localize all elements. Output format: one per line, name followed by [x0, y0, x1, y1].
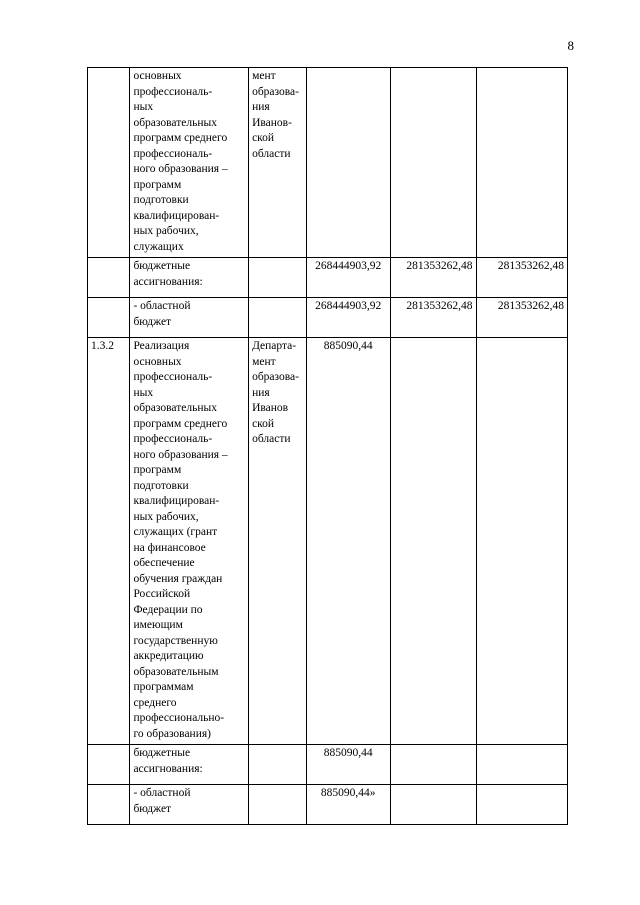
- executor: Департа- мент образова- ния Иванов ской области: [249, 338, 307, 745]
- value-year-2: 281353262,48: [390, 298, 476, 338]
- executor: [249, 298, 307, 338]
- row-number: [88, 298, 130, 338]
- value-year-2: [390, 745, 476, 785]
- executor: [249, 785, 307, 825]
- table-row: [88, 258, 568, 298]
- program-financing-table: [87, 67, 568, 825]
- value-year-3: 281353262,48: [476, 258, 567, 298]
- executor: [249, 745, 307, 785]
- value-year-1: [306, 68, 390, 258]
- value-year-2: [390, 68, 476, 258]
- table-row: [88, 338, 568, 745]
- value-year-1: 885090,44: [306, 338, 390, 745]
- measure-name: бюджетные ассигнования:: [130, 258, 249, 298]
- measure-name: - областной бюджет: [130, 298, 249, 338]
- row-number: [88, 68, 130, 258]
- value-year-1: 268444903,92: [306, 258, 390, 298]
- value-year-3: [476, 745, 567, 785]
- row-number: [88, 258, 130, 298]
- table-row: [88, 68, 568, 258]
- value-year-2: 281353262,48: [390, 258, 476, 298]
- value-year-3: 281353262,48: [476, 298, 567, 338]
- executor: [249, 258, 307, 298]
- measure-name: основных профессиональ- ных образовательных программ среднего профессиональ- ного образования – программ подготовки квалифицирован- ных рабочих, служащих: [130, 68, 249, 258]
- value-year-3: [476, 68, 567, 258]
- measure-name: бюджетные ассигнования:: [130, 745, 249, 785]
- table-row: [88, 298, 568, 338]
- value-year-3: [476, 785, 567, 825]
- row-number: 1.3.2: [88, 338, 130, 745]
- value-year-1: 885090,44: [306, 745, 390, 785]
- measure-name: - областной бюджет: [130, 785, 249, 825]
- table-row: [88, 745, 568, 785]
- row-number: [88, 785, 130, 825]
- measure-name: Реализация основных профессиональ- ных образовательных программ среднего профессиональ- ного образования – программ подготовки квалифицирован- ных рабочих, служащих (грант на финансовое обеспечение обучения граждан Российской Федерации по имеющим государственную аккредитацию образовательным программам среднего профессионально- го образования): [130, 338, 249, 745]
- value-year-2: [390, 785, 476, 825]
- table-body: [88, 68, 568, 825]
- page-number: 8: [567, 38, 574, 53]
- executor: мент образова- ния Иванов- ской области: [249, 68, 307, 258]
- value-year-1: 268444903,92: [306, 298, 390, 338]
- value-year-1: 885090,44»: [306, 785, 390, 825]
- row-number: [88, 745, 130, 785]
- table-row: [88, 785, 568, 825]
- value-year-3: [476, 338, 567, 745]
- value-year-2: [390, 338, 476, 745]
